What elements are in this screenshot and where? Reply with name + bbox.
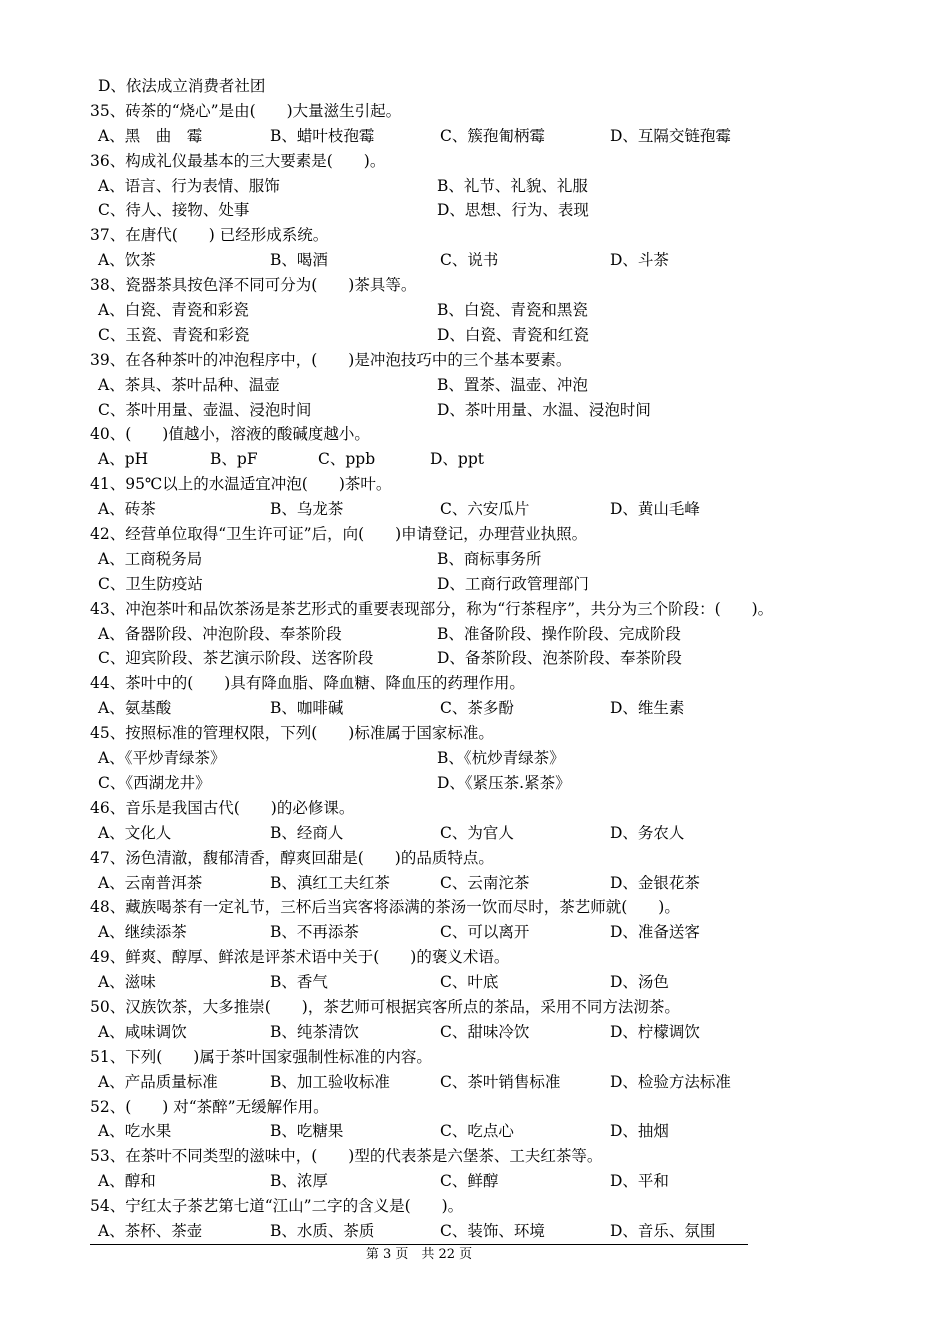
question-line [90, 223, 860, 248]
answer-option: A、语言、行为表情、服饰 [98, 176, 280, 195]
question-text: 49、鲜爽、醇厚、鲜浓是评茶术语中关于( )的褒义术语。 [90, 948, 510, 967]
answer-option: A、继续添茶 [98, 923, 187, 942]
answer-option: C、《西湖龙井》 [98, 773, 211, 792]
options-line [90, 821, 860, 846]
answer-option: B、商标事务所 [437, 549, 542, 568]
options-line [90, 74, 860, 99]
answer-option: B、喝酒 [270, 251, 328, 270]
question-text: 52、( ) 对“茶醉”无缓解作用。 [90, 1097, 329, 1116]
answer-option: B、白瓷、青瓷和黑瓷 [437, 301, 588, 320]
options-line [90, 1070, 860, 1095]
question-line [90, 895, 860, 920]
answer-option: B、水质、茶质 [270, 1221, 375, 1240]
answer-option: D、依法成立消费者社团 [98, 77, 266, 95]
question-text: 45、按照标准的管理权限，下列( )标准属于国家标准。 [90, 724, 494, 743]
exam-content [90, 74, 860, 1244]
question-line [90, 1194, 860, 1219]
options-line [90, 1119, 860, 1144]
question-text: 42、经营单位取得“卫生许可证”后，向( )申请登记，办理营业执照。 [90, 525, 588, 544]
options-line [90, 771, 860, 796]
question-text: 40、( )值越小，溶液的酸碱度越小。 [90, 425, 370, 444]
answer-option: C、玉瓷、青瓷和彩瓷 [98, 325, 250, 344]
answer-option: B、香气 [270, 973, 328, 992]
answer-option: D、ppt [430, 450, 485, 469]
answer-option: B、乌龙茶 [270, 500, 344, 519]
options-line [90, 198, 860, 223]
answer-option: B、吃糖果 [270, 1122, 344, 1141]
answer-option: B、加工验收标准 [270, 1072, 390, 1091]
question-text: 37、在唐代( ) 已经形成系统。 [90, 226, 329, 245]
answer-option: A、白瓷、青瓷和彩瓷 [98, 301, 249, 320]
answer-option: C、甜味冷饮 [440, 1022, 530, 1041]
answer-option: D、平和 [610, 1172, 669, 1191]
answer-option: C、ppb [318, 450, 376, 469]
answer-option: B、不再添茶 [270, 923, 359, 942]
options-line [90, 970, 860, 995]
answer-option: C、叶底 [440, 973, 499, 992]
answer-option: C、云南沱茶 [440, 873, 530, 892]
question-text: 54、宁红太子茶艺第七道“江山”二字的含义是( )。 [90, 1197, 464, 1216]
question-line [90, 1095, 860, 1120]
answer-option: A、醇和 [98, 1172, 156, 1191]
answer-option: A、滋味 [98, 973, 156, 992]
answer-option: A、备器阶段、冲泡阶段、奉茶阶段 [98, 624, 342, 643]
answer-option: B、蜡叶枝孢霉 [270, 126, 375, 145]
question-line [90, 671, 860, 696]
question-line [90, 348, 860, 373]
answer-option: B、咖啡碱 [270, 699, 344, 718]
question-line [90, 1144, 860, 1169]
footer-divider [90, 1244, 748, 1245]
question-text: 38、瓷器茶具按色泽不同可分为( )茶具等。 [90, 276, 417, 295]
answer-option: B、经商人 [270, 823, 344, 842]
question-text: 53、在茶叶不同类型的滋味中，( )型的代表茶是六堡茶、工夫红茶等。 [90, 1147, 603, 1166]
question-line [90, 99, 860, 124]
answer-option: D、维生素 [610, 699, 685, 718]
answer-option: A、黑 曲 霉 [98, 126, 203, 145]
question-line [90, 472, 860, 497]
answer-option: C、茶叶用量、壶温、浸泡时间 [98, 400, 312, 419]
answer-option: C、可以离开 [440, 923, 530, 942]
question-line [90, 597, 860, 622]
options-line [90, 696, 860, 721]
options-line [90, 622, 860, 647]
answer-option: D、汤色 [610, 973, 669, 992]
options-line [90, 646, 860, 671]
question-line [90, 273, 860, 298]
options-line [90, 920, 860, 945]
options-line [90, 746, 860, 771]
answer-option: D、检验方法标准 [610, 1072, 731, 1091]
answer-option: D、工商行政管理部门 [437, 574, 589, 593]
question-line [90, 796, 860, 821]
question-line [90, 721, 860, 746]
answer-option: D、互隔交链孢霉 [610, 126, 731, 145]
answer-option: A、茶杯、茶壶 [98, 1221, 203, 1240]
answer-option: C、说书 [440, 251, 499, 270]
answer-option: D、音乐、氛围 [610, 1221, 716, 1240]
answer-option: A、云南普洱茶 [98, 873, 203, 892]
answer-option: A、《平炒青绿茶》 [98, 749, 226, 768]
question-text: 46、音乐是我国古代( )的必修课。 [90, 798, 355, 817]
options-line [90, 497, 860, 522]
answer-option: D、备茶阶段、泡茶阶段、奉茶阶段 [437, 649, 682, 668]
answer-option: B、《杭炒青绿茶》 [437, 749, 565, 768]
answer-option: C、迎宾阶段、茶艺演示阶段、送客阶段 [98, 649, 374, 668]
answer-option: C、茶叶销售标准 [440, 1072, 561, 1091]
answer-option: D、金银花茶 [610, 873, 700, 892]
answer-option: A、咸味调饮 [98, 1022, 187, 1041]
question-text: 39、在各种茶叶的冲泡程序中，( )是冲泡技巧中的三个基本要素。 [90, 350, 572, 369]
answer-option: C、装饰、环境 [440, 1221, 545, 1240]
answer-option: A、文化人 [98, 823, 172, 842]
answer-option: C、六安瓜片 [440, 500, 530, 519]
question-text: 50、汉族饮茶，大多推崇( )，茶艺师可根据宾客所点的茶品，采用不同方法沏茶。 [90, 997, 680, 1016]
answer-option: A、pH [98, 450, 149, 469]
answer-option: B、准备阶段、操作阶段、完成阶段 [437, 624, 681, 643]
question-text: 43、冲泡茶叶和品饮茶汤是茶艺形式的重要表现部分，称为“行茶程序”，共分为三个阶段：( )。 [90, 599, 774, 618]
options-line [90, 298, 860, 323]
options-line [90, 373, 860, 398]
answer-option: A、饮茶 [98, 251, 156, 270]
question-line [90, 149, 860, 174]
answer-option: B、pF [210, 450, 258, 469]
options-line [90, 248, 860, 273]
options-line [90, 1169, 860, 1194]
answer-option: D、茶叶用量、水温、浸泡时间 [437, 400, 651, 419]
answer-option: B、滇红工夫红茶 [270, 873, 390, 892]
answer-option: C、簇孢匍柄霉 [440, 126, 545, 145]
options-line [90, 323, 860, 348]
answer-option: A、工商税务局 [98, 549, 203, 568]
answer-option: D、《紧压茶.紧茶》 [437, 773, 571, 792]
answer-option: A、砖茶 [98, 500, 156, 519]
question-line [90, 1045, 860, 1070]
answer-option: B、浓厚 [270, 1172, 328, 1191]
answer-option: D、白瓷、青瓷和红瓷 [437, 325, 589, 344]
question-line [90, 846, 860, 871]
question-line [90, 995, 860, 1020]
answer-option: B、置茶、温壶、冲泡 [437, 375, 588, 394]
question-text: 41、95℃以上的水温适宜冲泡( )茶叶。 [90, 475, 392, 494]
answer-option: C、吃点心 [440, 1122, 514, 1141]
answer-option: A、吃水果 [98, 1122, 172, 1141]
answer-option: C、待人、接物、处事 [98, 201, 250, 220]
question-text: 48、藏族喝茶有一定礼节，三杯后当宾客将添满的茶汤一饮而尽时，茶艺师就( )。 [90, 898, 680, 917]
answer-option: D、抽烟 [610, 1122, 669, 1141]
options-line [90, 174, 860, 199]
answer-option: D、黄山毛峰 [610, 500, 700, 519]
answer-option: B、礼节、礼貌、礼服 [437, 176, 588, 195]
question-text: 47、汤色清澈，馥郁清香，醇爽回甜是( )的品质特点。 [90, 848, 494, 867]
answer-option: D、柠檬调饮 [610, 1022, 700, 1041]
options-line [90, 124, 860, 149]
page-footer: 第 3 页 共 22 页 [365, 1247, 473, 1262]
options-line [90, 447, 860, 472]
question-line [90, 945, 860, 970]
question-text: 36、构成礼仪最基本的三大要素是( )。 [90, 151, 386, 170]
options-line [90, 871, 860, 896]
answer-option: B、纯茶清饮 [270, 1022, 359, 1041]
answer-option: C、茶多酚 [440, 699, 514, 718]
answer-option: D、务农人 [610, 823, 685, 842]
options-line [90, 572, 860, 597]
answer-option: C、鲜醇 [440, 1172, 499, 1191]
answer-option: A、产品质量标准 [98, 1072, 218, 1091]
answer-option: D、准备送客 [610, 923, 700, 942]
answer-option: D、斗茶 [610, 251, 669, 270]
question-text: 51、下列( )属于茶叶国家强制性标准的内容。 [90, 1047, 432, 1066]
question-line [90, 422, 860, 447]
answer-option: D、思想、行为、表现 [437, 201, 589, 220]
options-line [90, 1219, 860, 1244]
answer-option: C、为官人 [440, 823, 514, 842]
question-line [90, 522, 860, 547]
answer-option: A、茶具、茶叶品种、温壶 [98, 375, 280, 394]
answer-option: C、卫生防疫站 [98, 574, 203, 593]
options-line [90, 1020, 860, 1045]
options-line [90, 547, 860, 572]
question-text: 44、茶叶中的( )具有降血脂、降血糖、降血压的药理作用。 [90, 674, 525, 693]
question-text: 35、砖茶的“烧心”是由( )大量滋生引起。 [90, 101, 402, 120]
answer-option: A、氨基酸 [98, 699, 172, 718]
options-line [90, 398, 860, 423]
